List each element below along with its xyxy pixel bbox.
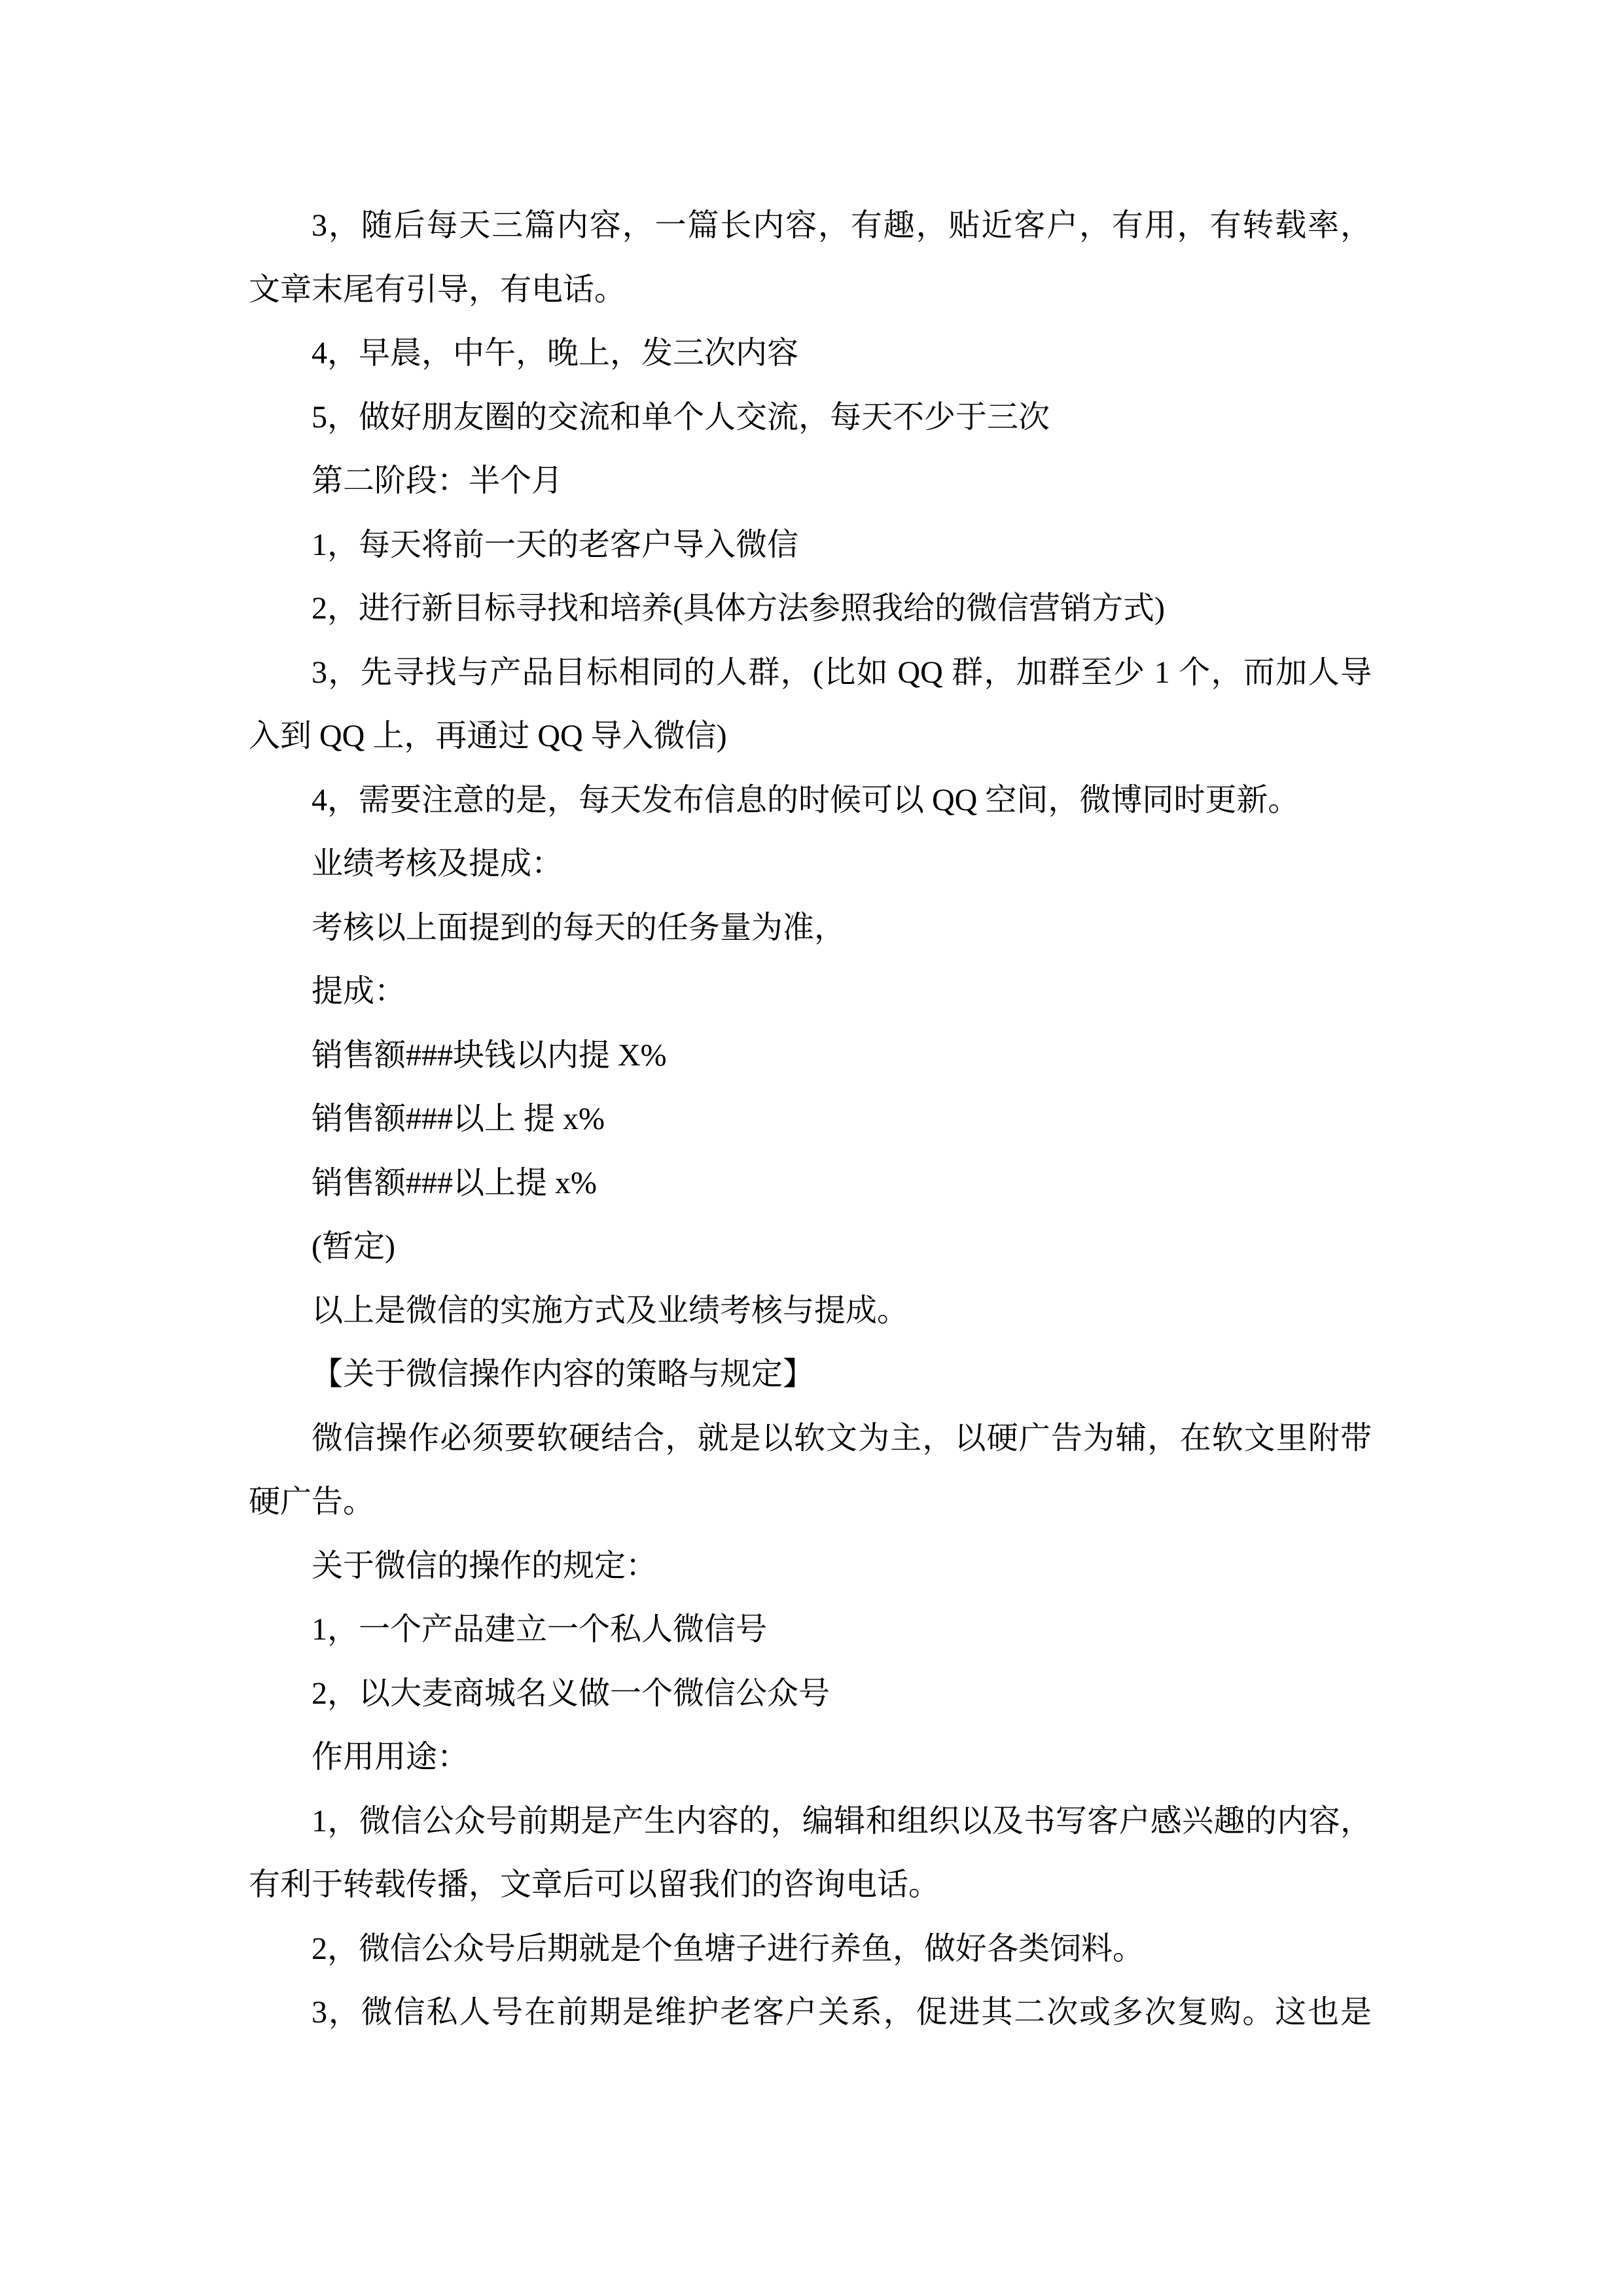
text-line: 4，早晨，中午，晚上，发三次内容 — [312, 336, 799, 370]
text-block — [249, 194, 1372, 2045]
text-line: 4，需要注意的是，每天发布信息的时候可以 QQ 空间，微博同时更新。 — [312, 782, 1300, 817]
text-line: 2，微信公众号后期就是个鱼塘子进行养鱼，做好各类饲料。 — [312, 1931, 1145, 1966]
text-line: 1，微信公众号前期是产生内容的，编辑和组织以及书写客户感兴趣的内容， — [312, 1803, 1372, 1839]
text-line: 【关于微信操作内容的策略与规定】 — [312, 1357, 815, 1391]
text-line: 关于微信的操作的规定： — [312, 1548, 658, 1583]
text-line: 作用用途： — [312, 1740, 469, 1774]
text-line: 3，随后每天三篇内容，一篇长内容，有趣，贴近客户，有用，有转载率， — [312, 208, 1372, 243]
text-line: 3，微信私人号在前期是维护老客户关系，促进其二次或多次复购。这也是 — [312, 1995, 1372, 2030]
text-line: 销售额###以上提 x% — [312, 1165, 597, 1200]
text-line: 1，一个产品建立一个私人微信号 — [312, 1612, 768, 1647]
text-line: 销售额###块钱以内提 X% — [312, 1037, 667, 1073]
text-line: 第二阶段：半个月 — [312, 463, 563, 498]
text-line: 以上是微信的实施方式及业绩考核与提成。 — [312, 1293, 909, 1328]
text-line: 硬广告。 — [249, 1484, 375, 1519]
text-line: 2，以大麦商城名义做一个微信公众号 — [312, 1676, 830, 1711]
text-line: 入到 QQ 上，再通过 QQ 导入微信) — [249, 719, 727, 753]
text-line: 业绩考核及提成： — [312, 846, 563, 881]
text-line: 5，做好朋友圈的交流和单个人交流，每天不少于三次 — [312, 399, 1050, 435]
text-line: 2，进行新目标寻找和培养(具体方法参照我给的微信营销方式) — [312, 591, 1165, 626]
text-line: 考核以上面提到的每天的任务量为准， — [312, 910, 846, 945]
text-line: 1，每天将前一天的老客户导入微信 — [312, 527, 799, 562]
text-line: (暂定) — [312, 1229, 395, 1264]
text-line: 文章末尾有引导，有电话。 — [249, 272, 626, 307]
text-line: 微信操作必须要软硬结合，就是以软文为主，以硬广告为辅，在软文里附带 — [312, 1420, 1372, 1456]
text-line: 销售额###以上 提 x% — [312, 1102, 605, 1136]
text-line: 提成： — [312, 974, 406, 1009]
text-line: 3，先寻找与产品目标相同的人群，(比如 QQ 群，加群至少 1 个，而加人导 — [312, 655, 1372, 690]
text-line: 有利于转载传播，文章后可以留我们的咨询电话。 — [249, 1867, 940, 1902]
